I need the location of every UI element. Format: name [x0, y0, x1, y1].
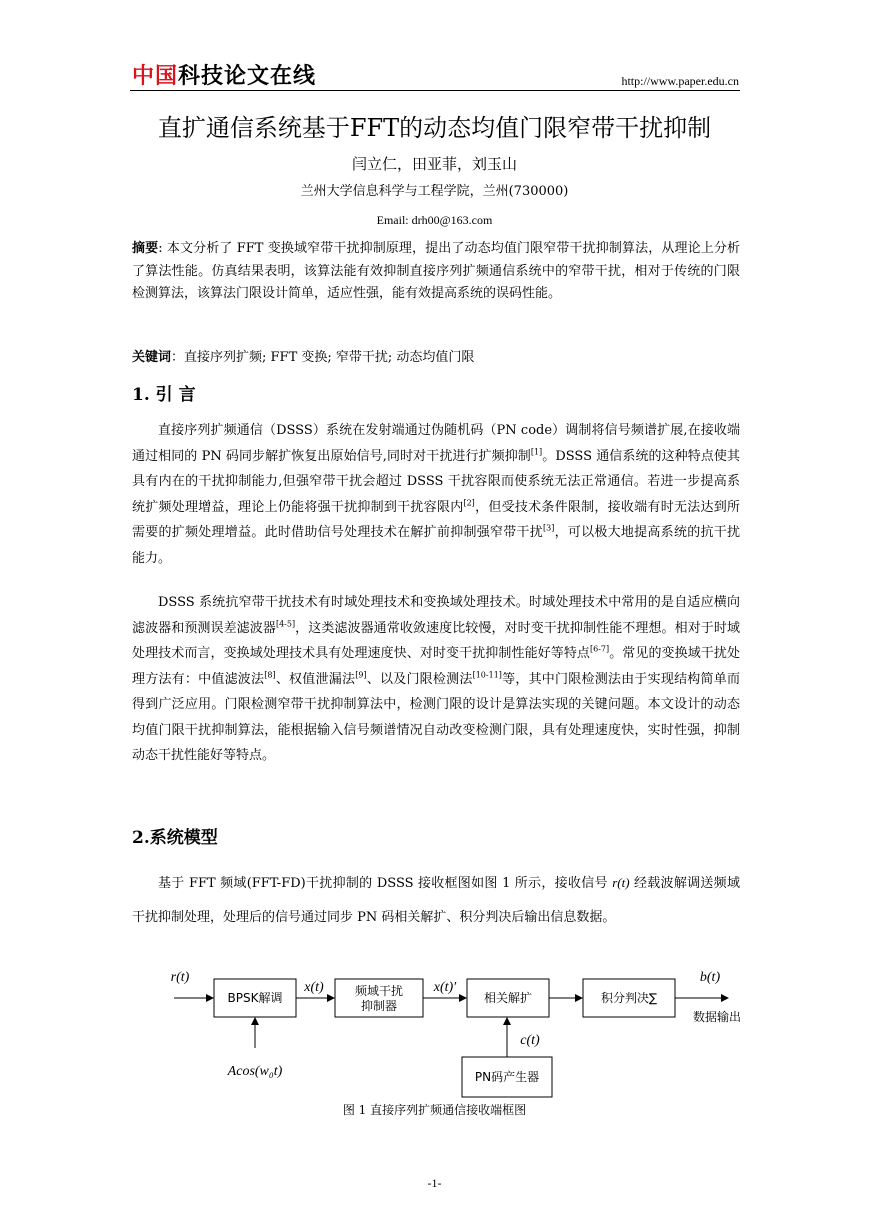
site-logo	[132, 64, 316, 90]
logo-red-text: 中国	[132, 64, 179, 89]
text-run: 。常见的变换域干扰处理方法有：中值滤波法	[132, 646, 740, 687]
page-number: -1-	[427, 1176, 442, 1190]
citation[interactable]: [6-7]	[590, 644, 610, 654]
text-run: ，但受技术条件限制，接收端有时无法达到所需要的扩频处理增益。此时借助信号处理技术在解扩前抑制强窄带干扰	[132, 499, 740, 540]
block-bpsk-label: BPSK解调	[227, 991, 283, 1005]
citation[interactable]: [3]	[543, 523, 555, 533]
citation[interactable]: [9]	[355, 670, 367, 680]
text-run: ，可以极大地提高系统的抗干扰能力。	[132, 525, 740, 566]
output-text: 数据输出	[692, 1010, 742, 1024]
text-run: ，这类滤波器通常收敛速度比较慢，对时变干扰抑制性能不理想。相对于时域处理技术而言，变换域处理技术具有处理速度快、对时变干扰抑制性能好等特点	[132, 620, 740, 661]
paper-email[interactable]: Email: drh00@163.com	[376, 213, 493, 227]
section-1-heading: 1. 引 言	[132, 385, 196, 405]
block-despread-label: 相关解扩	[483, 991, 533, 1005]
signal-x-label: x(t)	[304, 980, 324, 995]
section-1-paragraph-2	[132, 590, 740, 769]
paper-authors: 闫立仁，田亚菲，刘玉山	[351, 155, 517, 173]
abstract-text: : 本文分析了 FFT 变换域窄带干扰抑制原理，提出了动态均值门限窄带干扰抑制算法，从理论上分析了算法性能。仿真结果表明，该算法能有效抑制直接序列扩频通信系统中的窄带干扰，相对于传统的门限检测算法，该算法门限设计简单，适应性强，能有效提高系统的误码性能。	[132, 241, 740, 301]
text-run: 、权值泄漏法	[275, 671, 356, 687]
text-run: 。DSSS 通信系统的这种特点使其具有内在的干扰抑制能力,但强窄带干扰会超过 DSSS 干扰容限而使系统无法正常通信。若进一步提高系统扩频处理增益，理论上仍能将强干扰抑制到干扰容限内	[132, 448, 740, 515]
paper-affiliation: 兰州大学信息科学与工程学院，兰州(730000)	[300, 184, 569, 199]
output-signal-label: b(t)	[699, 970, 721, 985]
text-run: 经载波解调送频域干扰抑制处理，处理后的信号通过同步 PN 码相关解扩、积分判决后输出信息数据。	[132, 876, 740, 925]
input-signal-label: r(t)	[170, 970, 190, 985]
keywords-label: 关键词	[132, 350, 172, 365]
figure-caption: 图 1 直接序列扩频通信接收端框图	[342, 1103, 527, 1117]
block-pn-label: PN码产生器	[474, 1070, 540, 1084]
receiver-block-diagram	[160, 960, 760, 1110]
abstract-label: 摘要	[132, 241, 159, 256]
text-run: 基于 FFT 频域(FFT-FD)干扰抑制的 DSSS 接收框图如图 1 所示，接收信号	[158, 876, 608, 891]
citation[interactable]: [10-11]	[472, 670, 502, 680]
abstract	[132, 238, 740, 306]
text-run: 、以及门限检测法	[366, 671, 473, 687]
header-url[interactable]: http://www.paper.edu.cn	[621, 74, 739, 88]
block-fd-label-2: 抑制器	[360, 999, 398, 1013]
citation[interactable]: [4-5]	[275, 619, 296, 629]
section-1-paragraph-1	[132, 418, 740, 571]
logo-black-text: 科技论文在线	[178, 64, 317, 89]
keywords-text: ：直接序列扩频; FFT 变换; 窄带干扰; 动态均值门限	[171, 350, 475, 365]
text-run: 等，其中门限检测法由于实现结构简单而得到广泛应用。门限检测窄带干扰抑制算法中，检测门限的设计是算法实现的关键问题。本文设计的动态均值门限干扰抑制算法，能根据输入信号频谱情况自动改变检测门限，具有处理速度快，实时性强，抑制动态干扰性能好等特点。	[132, 671, 740, 763]
keywords	[132, 348, 740, 368]
paper-title: 直扩通信系统基于FFT的动态均值门限窄带干扰抑制	[157, 114, 712, 142]
carrier-label: Acos(w₀t)	[227, 1064, 283, 1079]
citation[interactable]: [2]	[463, 498, 475, 508]
block-integrate-label: 积分判决∑	[600, 991, 658, 1005]
section-2-paragraph-1	[132, 866, 740, 935]
header-divider	[130, 90, 740, 91]
section-2-heading: 2.系统模型	[132, 828, 218, 848]
signal-x-prime-label: x(t)′	[433, 980, 457, 995]
block-fd-label-1: 频域干扰	[354, 984, 404, 998]
pn-signal-label: c(t)	[520, 1033, 540, 1048]
math-inline: r(t)	[612, 875, 630, 890]
text-run: DSSS 系统抗窄带干扰技术有时域处理技术和变换域处理技术。时域处理技术中常用的是自适应横向滤波器和预测误差滤波器	[132, 595, 740, 636]
citation[interactable]: [1]	[530, 447, 543, 457]
text-run: 直接序列扩频通信（DSSS）系统在发射端通过伪随机码（PN code）调制将信号频谱扩展,在接收端通过相同的 PN 码同步解扩恢复出原始信号,同时对干扰进行扩频抑制	[132, 423, 740, 464]
citation[interactable]: [8]	[264, 670, 276, 680]
